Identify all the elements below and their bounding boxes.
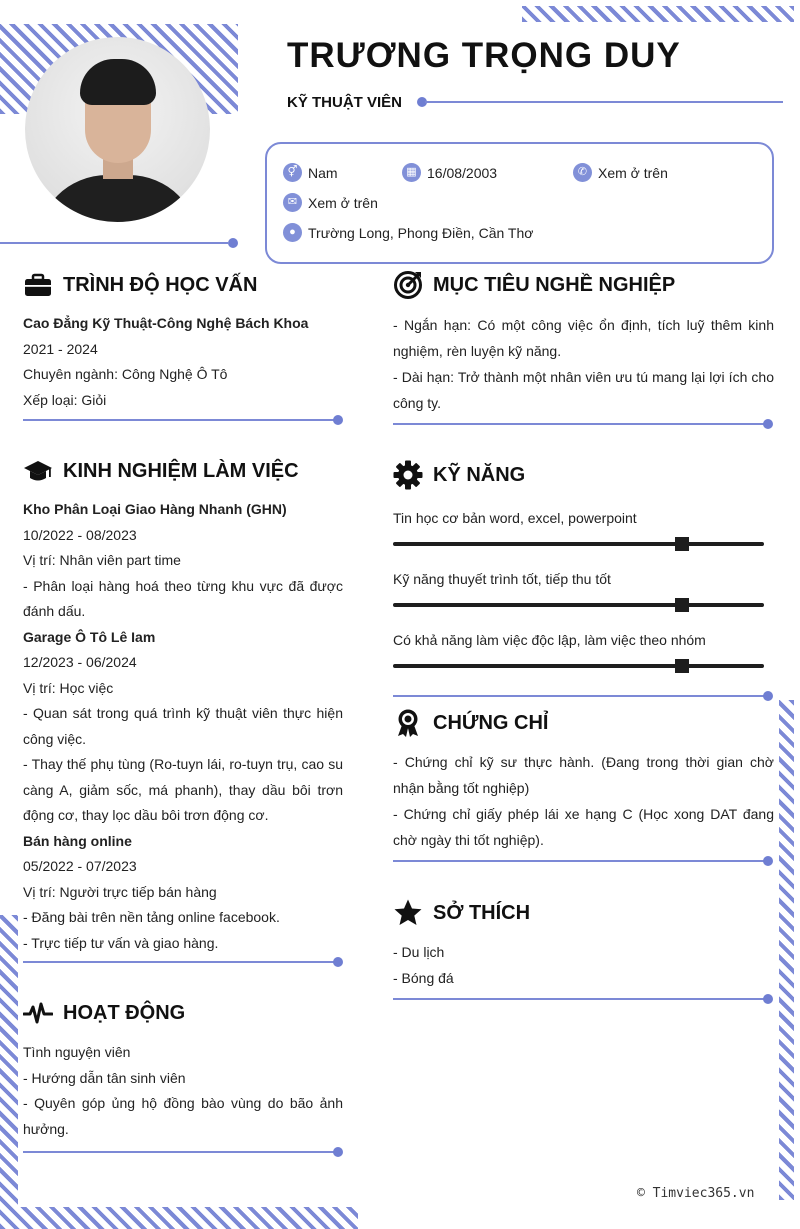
hobbies-divider-dot [763, 994, 773, 1004]
education-grade: Xếp loại: Giỏi [23, 391, 107, 408]
avatar-underline [0, 242, 228, 244]
activity-line: - Hướng dẫn tân sinh viên [23, 1069, 186, 1086]
experience-title: KINH NGHIỆM LÀM VIỆC [63, 459, 299, 482]
skills-divider-dot [763, 691, 773, 701]
hobby-line: - Bóng đá [393, 970, 454, 986]
experience-divider-dot [333, 957, 343, 967]
skill-bar [393, 664, 764, 668]
info-phone-value: Xem ở trên [598, 164, 668, 181]
job-company: Bán hàng online [23, 832, 132, 849]
stripe-decoration-bottom [0, 1207, 358, 1229]
info-birthday-value: 16/08/2003 [427, 164, 498, 181]
objective-line: - Ngắn hạn: Có một công việc ổn định, tích luỹ thêm kinh nghiệm, rèn luyện kỹ năng. [393, 317, 774, 359]
pulse-icon [23, 998, 53, 1028]
skill-level-marker [675, 537, 689, 551]
footer-credit: © Timviec365.vn [637, 1186, 755, 1201]
target-icon [393, 270, 423, 300]
experience-divider [23, 961, 335, 963]
objective-heading [393, 270, 675, 300]
job-position: Vị trí: Học việc [23, 679, 114, 696]
job-period: 05/2022 - 07/2023 [23, 858, 137, 874]
star-icon [393, 898, 423, 928]
objective-title: MỤC TIÊU NGHỀ NGHIỆP [433, 273, 676, 296]
stripe-decoration-right [779, 700, 794, 1200]
hobbies-content [393, 939, 774, 991]
info-gender [283, 163, 338, 182]
job-title-line [425, 101, 783, 103]
certificates-content [393, 749, 774, 853]
job-detail: - Quan sát trong quá trình kỹ thuật viên thực hiện công việc. [23, 705, 343, 747]
hobbies-title: SỞ THÍCH [433, 901, 531, 924]
certificates-divider-dot [763, 856, 773, 866]
info-email [283, 193, 378, 212]
graduation-cap-icon [23, 456, 53, 486]
job-period: 10/2022 - 08/2023 [23, 526, 137, 543]
job-detail: - Đăng bài trên nền tảng online facebook. [23, 909, 280, 925]
job-detail: - Thay thế phụ tùng (Ro-tuyn lái, ro-tuyn trụ, cao su càng A, giảm sốc, má phanh), thay dầu bôi trơn động cơ, thay lọc dầu bôi trơn động cơ. [23, 756, 343, 823]
skill-level-marker [675, 598, 689, 612]
certificates-heading [393, 708, 548, 738]
education-divider [23, 419, 335, 421]
skill-bar [393, 603, 764, 607]
certificate-line: - Chứng chỉ kỹ sư thực hành. (Đang trong thời gian chờ nhận bằng tốt nghiệp) [393, 754, 774, 796]
hobbies-heading [393, 898, 530, 928]
job-company: Garage Ô Tô Lê Iam [23, 628, 156, 645]
education-divider-dot [333, 415, 343, 425]
education-content [23, 311, 343, 413]
info-gender-value: Nam [308, 164, 338, 181]
stripe-decoration-top-right [522, 6, 794, 22]
skill-bar [393, 542, 764, 546]
activity-line: - Quyên góp ủng hộ đồng bào vùng do bão ảnh hưởng. [23, 1095, 343, 1137]
job-title: KỸ THUẬT VIÊN [287, 94, 403, 111]
job-company: Kho Phân Loại Giao Hàng Nhanh (GHN) [23, 501, 287, 517]
certificate-line: - Chứng chỉ giấy phép lái xe hạng C (Học xong DAT đang chờ ngày thi tốt nghiệp). [393, 806, 774, 848]
skill-label: Có khả năng làm việc độc lập, làm việc theo nhóm [393, 632, 706, 648]
skills-heading [393, 460, 525, 490]
experience-heading [23, 456, 299, 486]
activities-title: HOẠT ĐỘNG [63, 1001, 186, 1024]
skills-divider [393, 695, 765, 697]
gender-icon: ⚥ [283, 163, 302, 182]
info-birthday [402, 163, 497, 182]
skills-title: KỸ NĂNG [433, 463, 526, 486]
skill-level-marker [675, 659, 689, 673]
gear-icon [393, 460, 423, 490]
education-title: TRÌNH ĐỘ HỌC VẤN [63, 273, 258, 296]
activities-divider [23, 1151, 335, 1153]
info-email-value: Xem ở trên [308, 194, 378, 211]
info-address [283, 223, 533, 242]
avatar [25, 37, 210, 222]
activities-heading [23, 998, 185, 1028]
education-school: Cao Đẳng Kỹ Thuật-Công Nghệ Bách Khoa [23, 315, 309, 331]
activities-divider-dot [333, 1147, 343, 1157]
award-ribbon-icon [393, 708, 423, 738]
candidate-name: TRƯƠNG TRỌNG DUY [287, 36, 681, 75]
certificates-title: CHỨNG CHỈ [433, 711, 549, 734]
skill-label: Kỹ năng thuyết trình tốt, tiếp thu tốt [393, 571, 611, 587]
experience-content [23, 497, 343, 956]
activities-content [23, 1040, 343, 1142]
skill-label: Tin học cơ bản word, excel, powerpoint [393, 510, 637, 526]
job-position: Vị trí: Người trực tiếp bán hàng [23, 883, 217, 900]
job-detail: - Trực tiếp tư vấn và giao hàng. [23, 934, 219, 951]
mail-icon: ✉ [283, 193, 302, 212]
education-major: Chuyên ngành: Công Nghệ Ô Tô [23, 366, 228, 382]
objective-content [393, 312, 774, 416]
job-period: 12/2023 - 06/2024 [23, 654, 137, 670]
objective-line: - Dài hạn: Trở thành một nhân viên ưu tú mang lại lợi ích cho công ty. [393, 369, 774, 411]
phone-icon: ✆ [573, 163, 592, 182]
avatar-underline-dot [228, 238, 238, 248]
hobby-line: - Du lịch [393, 944, 445, 960]
objective-divider [393, 423, 765, 425]
stripe-decoration-left [0, 915, 18, 1215]
job-detail: - Phân loại hàng hoá theo từng khu vực đã được đánh dấu. [23, 577, 343, 619]
education-heading [23, 270, 257, 300]
briefcase-icon [23, 270, 53, 300]
calendar-icon: ▦ [402, 163, 421, 182]
objective-divider-dot [763, 419, 773, 429]
certificates-divider [393, 860, 765, 862]
location-pin-icon: ● [283, 223, 302, 242]
info-address-value: Trường Long, Phong Điền, Cần Thơ [308, 224, 534, 241]
activity-line: Tình nguyện viên [23, 1044, 131, 1060]
job-position: Vị trí: Nhân viên part time [23, 552, 181, 568]
hobbies-divider [393, 998, 765, 1000]
info-phone [573, 163, 668, 182]
education-period: 2021 - 2024 [23, 340, 98, 357]
